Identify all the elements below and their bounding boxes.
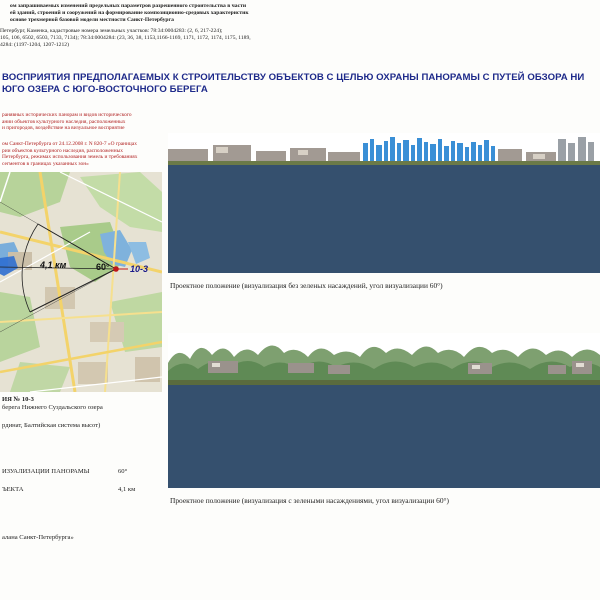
map-viewpoint-label: 10-3 — [130, 264, 149, 274]
angle-row-label: ИЗУАЛИЗАЦИИ ПАНОРАМЫ — [2, 468, 90, 475]
header-line-3: основе трехмерной базовой модели местности Санкт-Петербурга — [10, 17, 174, 23]
note-line-1: ранявных исторических панорам и видов исторического — [2, 112, 132, 118]
note-line-3: и пригородов, воздействие на визуальное восприятие — [2, 125, 125, 132]
page-title-line-2: ЮГО ОЗЕРА С ЮГО-ВОСТОЧНОГО БЕРЕГА — [2, 84, 208, 95]
map-distance-label: 4,1 км — [40, 260, 67, 270]
panorama-bottom-graphic — [168, 333, 600, 488]
header-line-1: ом запрашиваемых изменений предельных параметров разрешенного строительства в части — [10, 3, 247, 9]
distance-row-label: ЪЕКТА — [2, 486, 24, 493]
location-map — [0, 172, 162, 392]
map-graphic — [0, 172, 162, 392]
distance-row-value: 4,1 км — [118, 486, 136, 493]
header-line-4: Петербург, Каменка, кадастровые номера земельных участков: 78:34:0004283: (2, 6, 217-224); — [0, 28, 223, 34]
note2-line-1: ом Санкт-Петербурга от 24.12.2008 г. N 820-7 «О границах — [2, 141, 137, 147]
panorama-top — [168, 133, 600, 273]
note2-line-2: рии объектов культурного наследия, расположенных — [2, 147, 123, 154]
panorama-top-graphic — [168, 133, 600, 273]
point-title: ИЯ № 10-3 — [2, 396, 34, 403]
map-angle-label: 60° — [96, 262, 110, 272]
header-line-6: 4284: (1197-1204, 1207-1212) — [0, 42, 69, 48]
notes-block-2 — [2, 141, 137, 167]
panorama-bottom — [168, 333, 600, 488]
angle-row-value: 60° — [118, 468, 128, 475]
footer-note: алана Санкт-Петербурга» — [2, 534, 74, 541]
header-block — [0, 3, 600, 49]
header-line-5: 105, 106, 6502, 6503, 7133, 7134); 78:34:0004284: (23, 36, 38, 1153,1166-1169, 1171, 1172, 1174, 1175, 1189, — [0, 35, 251, 41]
note-line-2: ании объектов культурного наследия, расположенных — [2, 118, 126, 125]
header-line-2: ей зданий, строений и сооружений на формирование композиционно-средовых характеристик — [10, 10, 249, 16]
panorama-bottom-caption: Проектное положение (визуализация с зелеными насаждениями, угол визуализации 60°) — [170, 496, 449, 505]
coords-note: рдинат, Балтийская система высот) — [2, 422, 101, 429]
page-title-line-1: ВОСПРИЯТИЯ ПРЕДПОЛАГАЕМЫХ К СТРОИТЕЛЬСТВУ ОБЪЕКТОВ С ЦЕЛЬЮ ОХРАНЫ ПАНОРАМЫ С ПУТЕЙ ОБЗОРА НИ — [2, 72, 585, 83]
panorama-top-caption: Проектное положение (визуализация без зеленых насаждений, угол визуализации 60°) — [170, 281, 443, 290]
point-description: берега Нижнего Суздальского озера — [2, 404, 103, 411]
note2-line-4: сегментов в границах указанных зон» — [2, 160, 89, 167]
note2-line-3: Петербурга, режимах использования земель и требованиях — [2, 154, 138, 161]
notes-block — [2, 112, 132, 132]
